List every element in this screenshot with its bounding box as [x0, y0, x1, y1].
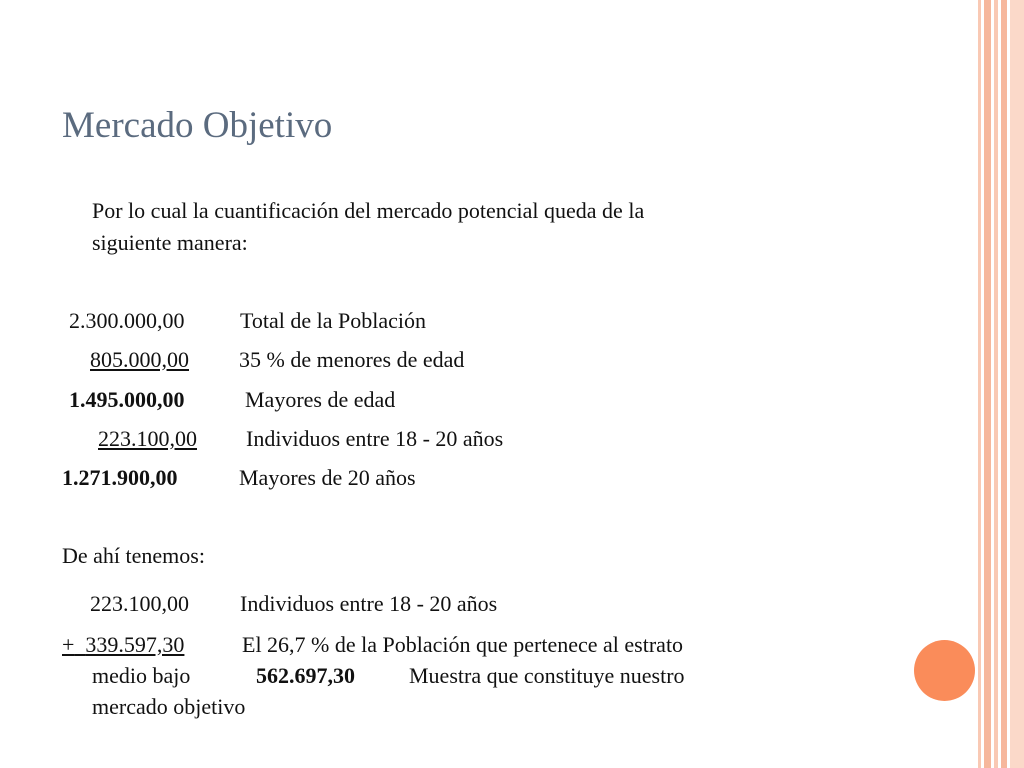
stripe	[978, 0, 981, 768]
sum-row-1	[62, 589, 497, 619]
slide-title: Mercado Objetivo	[62, 105, 333, 146]
row-value: 1.495.000,00	[69, 387, 185, 412]
plus-sign: +	[62, 632, 75, 657]
stripe	[1010, 0, 1024, 768]
row-18-20	[62, 424, 503, 454]
stripe	[994, 0, 998, 768]
intro-line-2: siguiente manera:	[92, 230, 248, 255]
row-label: Individuos entre 18 - 20 años	[240, 591, 498, 616]
row-label: Mayores de edad	[245, 387, 396, 412]
row-mayores-20	[62, 463, 416, 493]
row-mayores	[62, 385, 395, 415]
row-total-poblacion	[62, 306, 426, 336]
sum-row-4: mercado objetivo	[92, 694, 246, 719]
stripe	[1001, 0, 1007, 768]
row-value: 223.100,00	[90, 591, 189, 616]
row-label: Mayores de 20 años	[239, 465, 416, 490]
accent-circle	[914, 640, 975, 701]
row-text: medio bajo	[92, 663, 191, 688]
row-label: 35 % de menores de edad	[239, 347, 465, 372]
row-label: Total de la Población	[240, 308, 427, 333]
intro-line-1: Por lo cual la cuantificación del mercado potencial queda de la	[92, 198, 645, 223]
row-value: 223.100,00	[98, 426, 197, 451]
sum-addend	[62, 630, 242, 660]
row-value: 2.300.000,00	[69, 308, 185, 333]
sum-row-2	[62, 630, 683, 660]
row-menores	[62, 345, 464, 375]
row-value: 1.271.900,00	[62, 465, 178, 490]
row-label: Muestra que constituye nuestro	[409, 663, 685, 688]
result-value: 562.697,30	[256, 663, 355, 688]
de-ahi-text: De ahí tenemos:	[62, 543, 205, 568]
row-value: 805.000,00	[90, 347, 189, 372]
sum-row-3	[92, 661, 685, 691]
stripe	[984, 0, 991, 768]
row-value: 339.597,30	[85, 632, 185, 657]
row-label: Individuos entre 18 - 20 años	[246, 426, 504, 451]
row-label: El 26,7 % de la Población que pertenece al estrato	[242, 632, 684, 657]
